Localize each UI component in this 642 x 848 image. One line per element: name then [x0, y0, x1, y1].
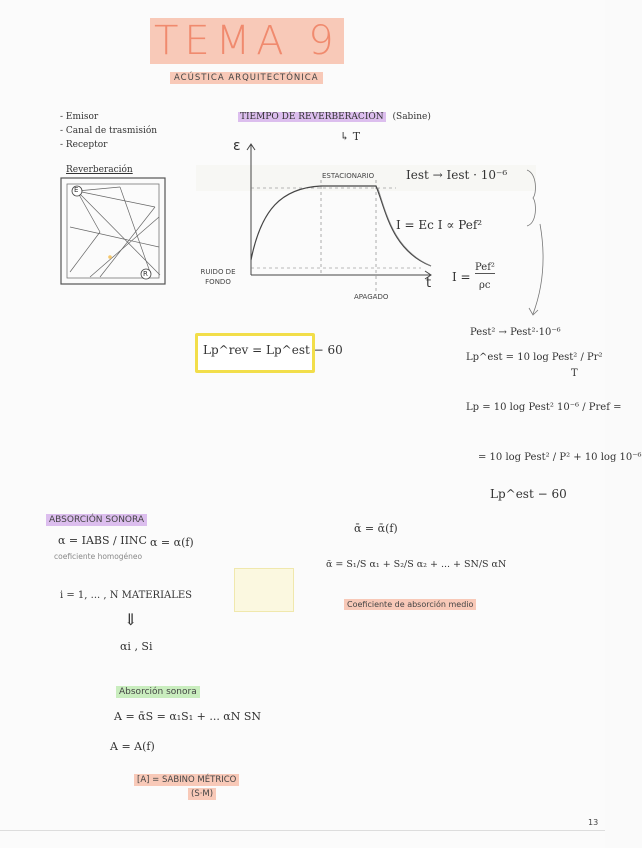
- noise-label: RUIDO DE FONDO: [200, 268, 236, 286]
- section-heading-absorcion: ABSORCIÓN SONORA: [46, 514, 147, 526]
- list-item: - Emisor: [60, 112, 99, 122]
- reverb-label: Reverberación: [66, 165, 133, 175]
- A-definition: A = ᾱS = α₁S₁ + ... αN SN: [114, 710, 262, 723]
- list-item: - Canal de trasmisión: [60, 126, 158, 136]
- derivation-line: Lp^est − 60: [490, 487, 567, 501]
- alpha-bar-definition: ᾱ = S₁/S α₁ + S₂/S α₂ + ... + SN/S αN: [326, 559, 507, 570]
- units-label: [A] = SABINO MÉTRICO: [134, 774, 239, 786]
- reverb-graph: [236, 140, 436, 290]
- page-subtitle: ACÚSTICA ARQUITECTÓNICA: [170, 72, 323, 84]
- A-frequency: A = A(f): [110, 740, 155, 753]
- derivation-line: Pest² → Pest²·10⁻⁶: [470, 327, 561, 338]
- page-number: 13: [588, 818, 599, 827]
- yellow-note-box: [234, 568, 294, 612]
- page-title: TEMA 9: [150, 18, 344, 64]
- alpha-frequency: α = α(f): [150, 536, 194, 549]
- x-axis-label: t: [426, 276, 432, 291]
- coef-medio-label: Coeficiente de absorción medio: [344, 599, 476, 610]
- stationary-label: ESTACIONARIO: [322, 172, 375, 180]
- graph-heading: TIEMPO DE REVERBERACIÓN (Sabine): [240, 112, 431, 122]
- formula-intensity: Iest → Iest · 10⁻⁶: [406, 168, 508, 182]
- emitter-label: E: [74, 186, 79, 194]
- formula-i-lhs: I =: [452, 270, 471, 284]
- derivation-line: Lp^est = 10 log Pest² / Pr²: [466, 352, 603, 363]
- graph-heading-arrow: ↳ T: [340, 130, 361, 143]
- formula-i-num: Pef²: [475, 262, 495, 273]
- derivation-line: Lp = 10 log Pest² 10⁻⁶ / Pref =: [466, 402, 622, 413]
- arrow-down: ⇓: [124, 610, 138, 629]
- boxed-formula: Lp^rev = Lp^est − 60: [203, 343, 343, 357]
- off-label: APAGADO: [354, 293, 389, 301]
- coef-note: coeficiente homogéneo: [54, 552, 143, 561]
- alpha-si: αi , Si: [120, 640, 153, 653]
- long-arrow: [525, 222, 545, 322]
- formula-energy: I = Ec I ∝ Pef²: [396, 218, 483, 232]
- page-edge: [0, 830, 605, 831]
- derivation-line: = 10 log Pest² / P² + 10 log 10⁻⁶: [478, 452, 642, 463]
- brace: [525, 168, 545, 228]
- list-item: - Receptor: [60, 140, 108, 150]
- y-axis-label: ε: [233, 138, 241, 154]
- units-label-2: (S·M): [188, 788, 216, 800]
- alpha-definition: α = IABS / IINC: [58, 534, 147, 547]
- formula-i-den: ρc: [479, 280, 491, 291]
- alpha-bar-frequency: ᾱ = ᾱ(f): [354, 522, 398, 535]
- section-heading-absorcion-2: Absorción sonora: [116, 686, 200, 698]
- receiver-label: R: [143, 270, 148, 278]
- materials-line: i = 1, ... , N MATERIALES: [60, 590, 193, 601]
- derivation-T: T: [571, 368, 578, 379]
